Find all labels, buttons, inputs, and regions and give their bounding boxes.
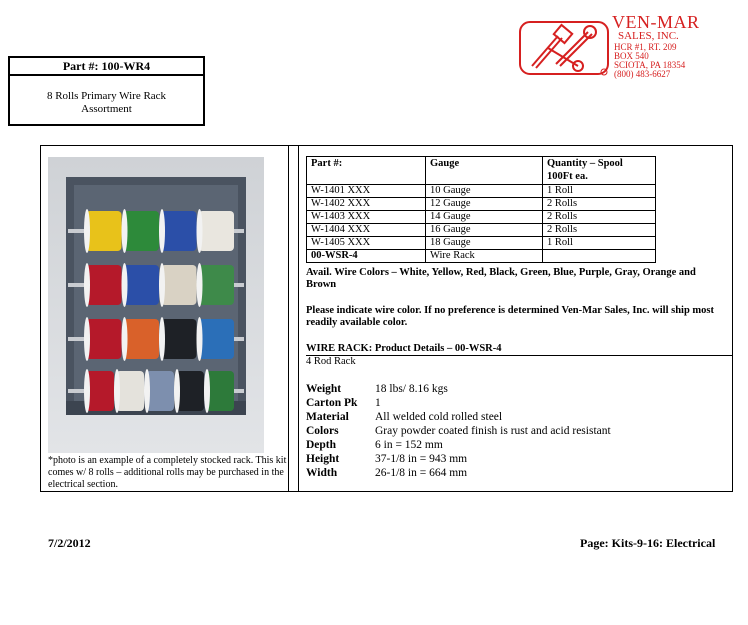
address-line: SCIOTA, PA 18354	[614, 60, 686, 70]
spool-flange	[114, 369, 120, 413]
part-description-line: 8 Rolls Primary Wire Rack	[46, 90, 167, 102]
wire-rack-photo	[48, 157, 264, 453]
table-row	[307, 250, 656, 263]
wire-rack-illustration	[48, 157, 264, 453]
wire-spool	[124, 265, 160, 305]
spec-label: Width	[306, 467, 338, 479]
wire-spool	[86, 319, 122, 359]
cell-gauge: 12 Gauge	[426, 198, 543, 211]
cell-part: W-1403 XXX	[307, 211, 426, 224]
parts-table	[306, 156, 656, 263]
cell-gauge: 14 Gauge	[426, 211, 543, 224]
ven-mar-logo-icon	[518, 18, 610, 78]
spool-flange	[197, 263, 203, 307]
wire-spool	[199, 319, 235, 359]
spec-label: Carton Pk	[306, 397, 358, 409]
spec-row	[306, 438, 611, 452]
spec-label: Weight	[306, 383, 342, 395]
header-part: Part #:	[307, 157, 426, 185]
table-row	[307, 185, 656, 198]
divider-rule	[306, 355, 733, 356]
wire-spool	[124, 319, 160, 359]
wire-spool	[161, 265, 197, 305]
available-colors-text: Avail. Wire Colors – White, Yellow, Red, Black, Green, Blue, Purple, Gray, Orange and Brown	[306, 267, 696, 290]
table-row	[307, 224, 656, 237]
cell-part: W-1405 XXX	[307, 237, 426, 250]
cell-gauge: 10 Gauge	[426, 185, 543, 198]
spec-label: Material	[306, 411, 349, 423]
rack-specs	[306, 382, 611, 480]
header-quantity: Quantity – Spool 100Ft ea.	[543, 157, 656, 185]
spool-flange	[122, 317, 128, 361]
wire-spool	[86, 371, 114, 411]
table-row	[307, 237, 656, 250]
spool-flange	[174, 369, 180, 413]
spool-flange	[159, 209, 165, 253]
part-number-box	[8, 56, 205, 126]
cell-part: W-1404 XXX	[307, 224, 426, 237]
spec-row	[306, 452, 611, 466]
spec-row	[306, 396, 611, 410]
spool-flange	[197, 317, 203, 361]
spool-flange	[204, 369, 210, 413]
spool-flange	[144, 369, 150, 413]
wire-spool	[199, 211, 235, 251]
cell-quantity: 2 Rolls	[543, 224, 656, 237]
wire-spool	[86, 265, 122, 305]
wire-spool	[161, 319, 197, 359]
phone-number: (800) 483-6627	[614, 69, 671, 79]
spool-flange	[122, 263, 128, 307]
spec-value: 18 lbs/ 8.16 kgs	[375, 383, 448, 395]
cell-gauge: 18 Gauge	[426, 237, 543, 250]
table-row	[307, 198, 656, 211]
cell-quantity: 2 Rolls	[543, 198, 656, 211]
cell-quantity: 2 Rolls	[543, 211, 656, 224]
spool-flange	[84, 317, 90, 361]
spec-row	[306, 466, 611, 480]
spool-flange	[84, 369, 90, 413]
spec-value: All welded cold rolled steel	[375, 411, 503, 423]
footer-date: 7/2/2012	[48, 536, 91, 550]
cell-gauge: Wire Rack	[426, 250, 543, 263]
color-preference-note: Please indicate wire color. If no preference is determined Ven-Mar Sales, Inc. will ship most readily available color.	[306, 305, 715, 328]
spec-label: Colors	[306, 425, 339, 437]
spec-label: Height	[306, 453, 340, 465]
rack-details-title: WIRE RACK: Product Details – 00-WSR-4	[306, 343, 502, 354]
wire-spool	[146, 371, 174, 411]
wire-spool	[86, 211, 122, 251]
spool-flange	[197, 209, 203, 253]
cell-part: 00-WSR-4	[307, 250, 426, 263]
table-header-row	[307, 157, 656, 185]
part-description-line: Assortment	[81, 103, 132, 115]
spec-row	[306, 424, 611, 438]
wire-spool	[176, 371, 204, 411]
company-subtitle: SALES, INC.	[618, 30, 679, 42]
spool-flange	[84, 209, 90, 253]
cell-part: W-1401 XXX	[307, 185, 426, 198]
company-name: VEN-MAR	[612, 12, 700, 32]
cell-quantity: 1 Roll	[543, 185, 656, 198]
spool-flange	[84, 263, 90, 307]
spec-value: 37-1/8 in = 943 mm	[375, 453, 468, 465]
cell-gauge: 16 Gauge	[426, 224, 543, 237]
spool-flange	[159, 263, 165, 307]
wire-spool	[161, 211, 197, 251]
spec-value: 6 in = 152 mm	[375, 439, 443, 451]
spec-label: Depth	[306, 439, 337, 451]
wire-spool	[199, 265, 235, 305]
spec-value: Gray powder coated finish is rust and acid resistant	[375, 425, 611, 437]
cell-quantity	[543, 250, 656, 263]
column-divider	[288, 145, 299, 492]
spec-row	[306, 382, 611, 396]
spool-flange	[122, 209, 128, 253]
spec-row	[306, 410, 611, 424]
spec-value: 1	[375, 397, 381, 409]
spec-value: 26-1/8 in = 664 mm	[375, 467, 468, 479]
footer-page-label: Page: Kits-9-16: Electrical	[580, 536, 716, 550]
rack-subtitle: 4 Rod Rack	[306, 356, 356, 367]
table-row	[307, 211, 656, 224]
address-line: BOX 540	[614, 51, 649, 61]
photo-caption: *photo is an example of a completely stocked rack. This kit comes w/ 8 rolls – additional rolls may be purchased in the electrical section.	[48, 455, 287, 490]
address-line: HCR #1, RT. 209	[614, 42, 677, 52]
spool-flange	[159, 317, 165, 361]
wire-spool	[124, 211, 160, 251]
wire-spool	[206, 371, 234, 411]
part-description	[10, 90, 203, 116]
cell-part: W-1402 XXX	[307, 198, 426, 211]
cell-quantity: 1 Roll	[543, 237, 656, 250]
header-gauge: Gauge	[426, 157, 543, 185]
wire-spool	[116, 371, 144, 411]
part-number-title: Part #: 100-WR4	[10, 58, 203, 76]
